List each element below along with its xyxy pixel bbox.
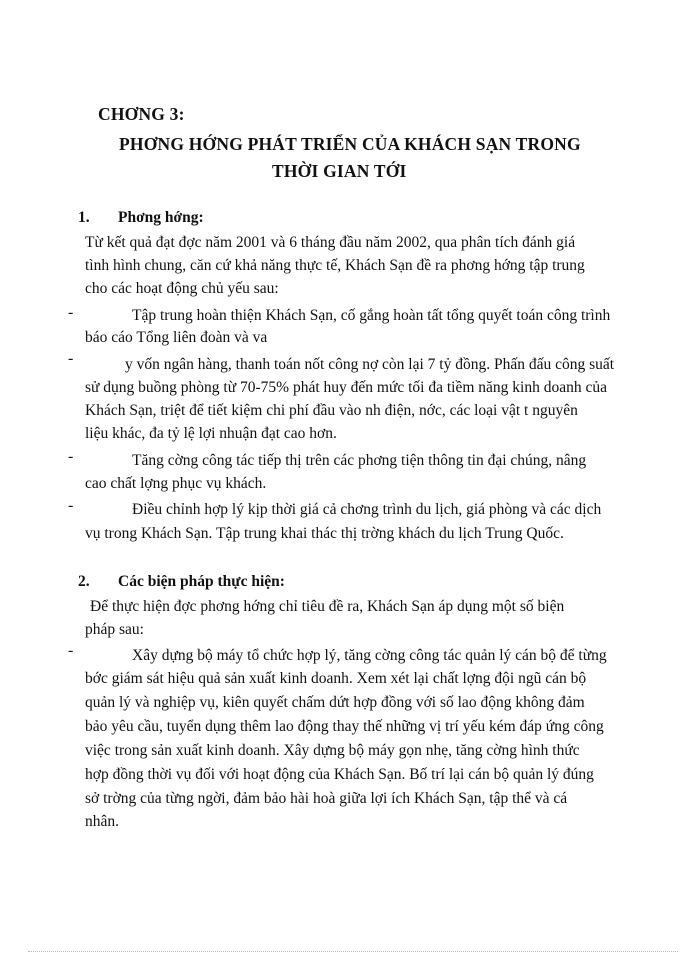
bullet-dash: - — [68, 497, 74, 514]
bullet-text-line: quản lý và nghiệp vụ, kiên quyết chấm dứt hợp đồng với số lao động không đảm — [85, 694, 585, 711]
section1-heading: Phơng hớng: — [118, 209, 204, 226]
bullet-text-line: sử dụng buồng phòng từ 70-75% phát huy đến mức tối đa tiềm năng kinh doanh của — [85, 379, 607, 396]
bullet-text-line: sở trờng của từng ngời, đảm bảo hài hoà giữa lợi ích Khách Sạn, tập thể và cá — [85, 790, 568, 807]
bullet-dash: - — [68, 304, 74, 321]
bullet-text-line: bớc giám sát hiệu quả sản xuất kinh doanh. Xem xét lại chất lợng đội ngũ cán bộ — [85, 670, 587, 687]
bullet-text-line: bảo yêu cầu, tuyển dụng thêm lao động thay thế những vị trí yếu kém đáp ứng công — [85, 718, 604, 735]
section1-intro-line: tình hình chung, căn cứ khả năng thực tế, Khách Sạn đề ra phơng hớng tập trung — [85, 257, 585, 274]
section1-number: 1. — [78, 209, 90, 226]
bullet-text-line: Khách Sạn, triệt để tiết kiệm chi phí đầu vào nh điện, nớc, các loại vật t nguyên — [85, 402, 578, 419]
section2-number: 2. — [78, 573, 90, 590]
bullet-text-line: cao chất lợng phục vụ khách. — [85, 475, 267, 492]
bullet-text-line: báo cáo Tổng liên đoàn và va — [85, 329, 268, 346]
bullet-dash: - — [68, 350, 74, 367]
page-bottom-divider — [28, 951, 678, 952]
bullet-text-line: vụ trong Khách Sạn. Tập trung khai thác thị trờng khách du lịch Trung Quốc. — [85, 525, 564, 542]
chapter-label: CHƠNG 3: — [98, 104, 185, 124]
bullet-dash: - — [68, 642, 74, 659]
section2-intro-line: pháp sau: — [85, 621, 144, 638]
section1-intro-line: Từ kết quả đạt đợc năm 2001 và 6 tháng đầu năm 2002, qua phân tích đánh giá — [85, 234, 576, 251]
bullet-dash: - — [68, 448, 74, 465]
bullet-text-line: Tập trung hoàn thiện Khách Sạn, cố gắng hoàn tất tổng quyết toán công trình — [132, 307, 611, 324]
chapter-title-line1: PHƠNG HỚNG PHÁT TRIỂN CỦA KHÁCH SẠN TRONG — [119, 134, 581, 154]
bullet-text-line: hợp đồng thời vụ đối với hoạt động của Khách Sạn. Bố trí lại cán bộ quản lý đúng — [85, 766, 594, 783]
bullet-text-line: liệu khác, đa tỷ lệ lợi nhuận đạt cao hơn. — [85, 425, 337, 442]
bullet-text-line: nhân. — [85, 813, 120, 830]
section2-heading: Các biện pháp thực hiện: — [118, 573, 285, 590]
bullet-text-line: Tăng cờng công tác tiếp thị trên các phơng tiện thông tin đại chúng, nâng — [132, 452, 587, 469]
chapter-title-line2: THỜI GIAN TỚI — [272, 161, 407, 181]
section2-intro-line: Để thực hiện đợc phơng hớng chỉ tiêu đề ra, Khách Sạn áp dụng một số biện — [90, 598, 565, 615]
section1-intro-line: cho các hoạt động chủ yếu sau: — [85, 280, 279, 297]
bullet-text-line: Điều chỉnh hợp lý kịp thời giá cả chơng trình du lịch, giá phòng và các dịch — [132, 501, 602, 518]
bullet-text-line: y vốn ngân hàng, thanh toán nốt công nợ còn lại 7 tỷ đồng. Phấn đấu công suất — [125, 356, 615, 373]
bullet-text-line: Xây dựng bộ máy tổ chức hợp lý, tăng cờng công tác quản lý cán bộ để từng — [132, 647, 607, 664]
bullet-text-line: việc trong sản xuất kinh doanh. Xây dựng bộ máy gọn nhẹ, tăng cờng hình thức — [85, 742, 580, 759]
